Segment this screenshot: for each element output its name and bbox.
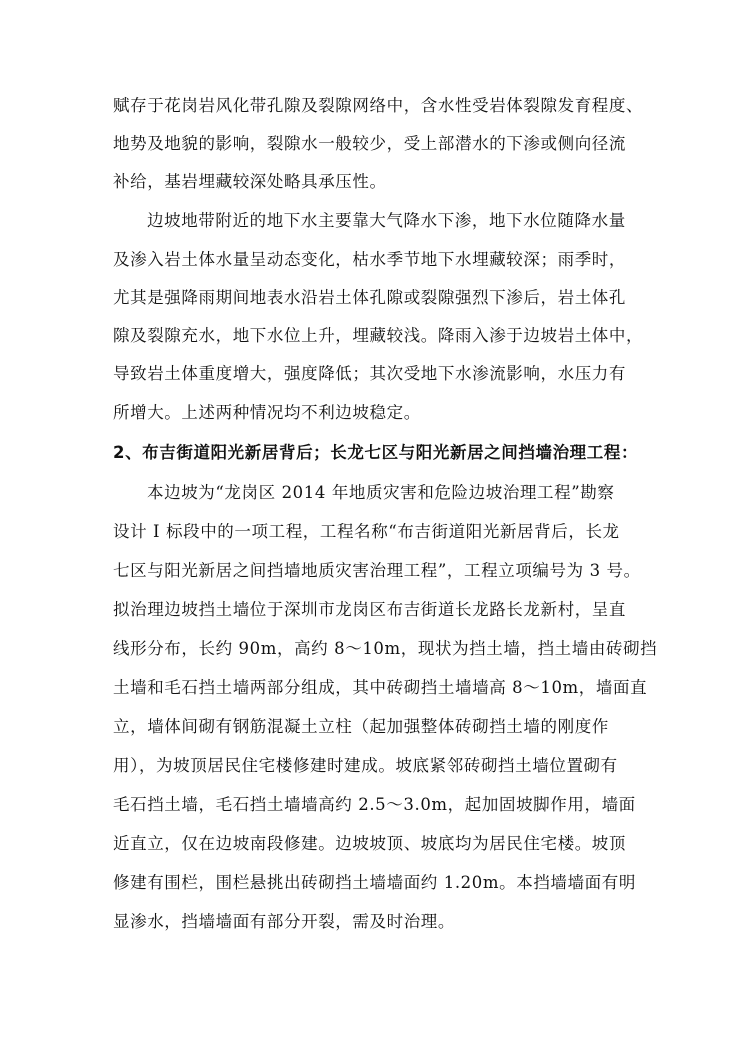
section2-line-12: 显渗水，挡墙墙面有部分开裂，需及时治理。 (113, 912, 455, 931)
section2-line-10: 近直立，仅在边坡南段修建。边坡坡顶、坡底均为居民住宅楼。坡顶 (113, 834, 626, 853)
para2-line-4: 隙及裂隙充水，地下水位上升，埋藏较浅。降雨入渗于边坡岩土体中， (113, 326, 644, 345)
para2-line-2: 及渗入岩土体水量呈动态变化，枯水季节地下水埋藏较深；雨季时， (113, 250, 626, 269)
para2-line-6: 所增大。上述两种情况均不利边坡稳定。 (113, 403, 421, 422)
section2-line-8: 用），为坡顶居民住宅楼修建时建成。坡底紧邻砖砌挡土墙位置砌有 (113, 756, 618, 775)
section2-line-2: 设计 I 标段中的一项工程，工程名称“布吉街道阳光新居背后，长龙 (113, 522, 620, 541)
section2-line-9: 毛石挡土墙，毛石挡土墙墙高约 2.5～3.0m，起加固坡脚作用，墙面 (113, 795, 636, 814)
para2-line-1: 边坡地带附近的地下水主要靠大气降水下渗，地下水位随降水量 (147, 211, 626, 230)
section2-line-4: 拟治理边坡挡土墙位于深圳市龙岗区布吉街道长龙路长龙新村，呈直 (113, 600, 626, 619)
section2-line-11: 修建有围栏，围栏悬挑出砖砌挡土墙墙面约 1.20m。本挡墙墙面有明 (113, 873, 636, 892)
section2-line-6: 土墙和毛石挡土墙两部分组成，其中砖砌挡土墙墙高 8～10m，墙面直 (113, 678, 648, 697)
section2-line-3: 七区与阳光新居之间挡墙地质灾害治理工程”，工程立项编号为 3 号。 (113, 561, 641, 580)
section-heading: 2、布吉街道阳光新居背后；长龙七区与阳光新居之间挡墙治理工程： (113, 443, 639, 462)
section2-line-5: 线形分布，长约 90m，高约 8～10m，现状为挡土墙，挡土墙由砖砌挡 (113, 639, 658, 658)
para1-line-3: 补给，基岩埋藏较深处略具承压性。 (113, 172, 387, 191)
para2-line-3: 尤其是强降雨期间地表水沿岩土体孔隙或裂隙强烈下渗后，岩土体孔 (113, 288, 626, 307)
section2-line-1: 本边坡为“龙岗区 2014 年地质灾害和危险边坡治理工程”勘察 (147, 483, 615, 502)
para1-line-1: 赋存于花岗岩风化带孔隙及裂隙网络中，含水性受岩体裂隙发育程度、 (113, 96, 644, 115)
para1-line-2: 地势及地貌的影响，裂隙水一般较少，受上部潜水的下渗或侧向径流 (113, 134, 626, 153)
para2-line-5: 导致岩土体重度增大，强度降低；其次受地下水渗流影响，水压力有 (113, 364, 626, 383)
section2-line-7: 立，墙体间砌有钢筋混凝土立柱（起加强整体砖砌挡土墙的刚度作 (113, 717, 609, 736)
